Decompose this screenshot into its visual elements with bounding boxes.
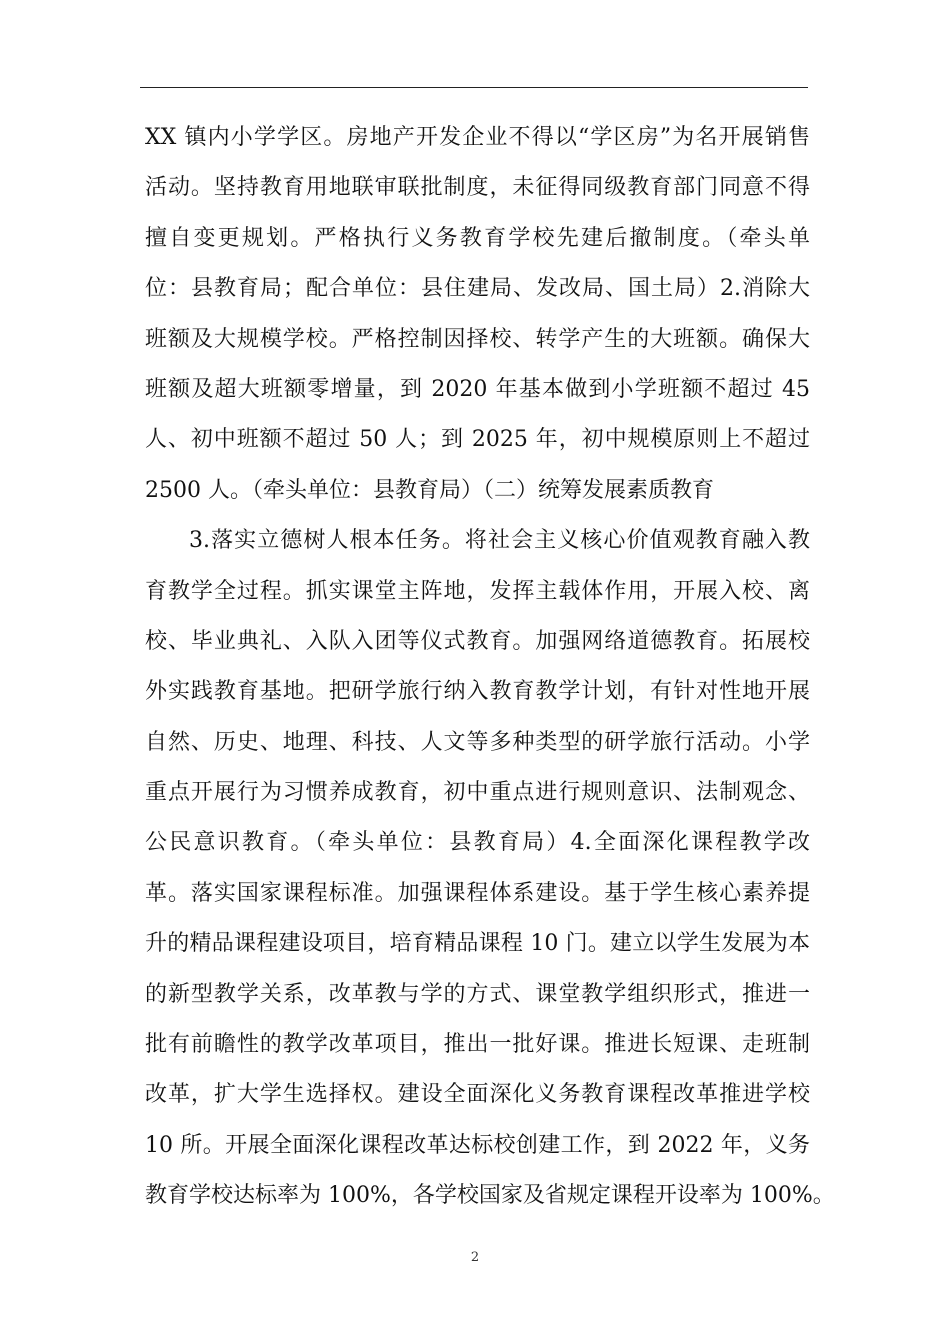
page-number: 2 [470, 1250, 480, 1265]
text-line-14: 重点开展行为习惯养成教育，初中重点进行规则意识、法制观念、 [145, 780, 810, 806]
document-body [145, 113, 835, 1222]
text-line-2: 活动。坚持教育用地联审联批制度，未征得同级教育部门同意不得 [145, 175, 810, 201]
text-line-21: 10 所。开展全面深化课程改革达标校创建工作，到 2022 年，义务 [145, 1132, 810, 1158]
text-line-22: 教育学校达标率为 100%，各学校国家及省规定课程开设率为 100%。 [145, 1183, 835, 1209]
text-line-6: 班额及超大班额零增量，到 2020 年基本做到小学班额不超过 45 [145, 376, 810, 402]
text-line-4: 位：县教育局；配合单位：县住建局、发改局、国土局）2.消除大 [145, 276, 810, 302]
text-line-16: 革。落实国家课程标准。加强课程体系建设。基于学生核心素养提 [145, 880, 810, 906]
header-rule [140, 87, 808, 88]
text-line-7: 人、初中班额不超过 50 人；到 2025 年，初中规模原则上不超过 [145, 427, 810, 453]
text-line-11: 校、毕业典礼、入队入团等仪式教育。加强网络道德教育。拓展校 [145, 628, 810, 654]
text-line-15: 公民意识教育。（牵头单位：县教育局）4.全面深化课程教学改 [145, 830, 810, 856]
text-line-13: 自然、历史、地理、科技、人文等多种类型的研学旅行活动。小学 [145, 729, 810, 755]
text-line-9: 3.落实立德树人根本任务。将社会主义核心价值观教育融入教 [189, 528, 810, 554]
text-line-20: 改革，扩大学生选择权。建设全面深化义务教育课程改革推进学校 [145, 1082, 810, 1108]
text-line-10: 育教学全过程。抓实课堂主阵地，发挥主载体作用，开展入校、离 [145, 578, 810, 604]
text-line-5: 班额及大规模学校。严格控制因择校、转学产生的大班额。确保大 [145, 326, 810, 352]
text-line-17: 升的精品课程建设项目，培育精品课程 10 门。建立以学生发展为本 [145, 931, 810, 957]
text-line-18: 的新型教学关系，改革教与学的方式、课堂教学组织形式，推进一 [145, 981, 810, 1007]
text-line-8: 2500 人。（牵头单位：县教育局）（二）统筹发展素质教育 [145, 477, 714, 503]
text-line-12: 外实践教育基地。把研学旅行纳入教育教学计划，有针对性地开展 [145, 679, 810, 705]
text-line-1: XX 镇内小学学区。房地产开发企业不得以“学区房”为名开展销售 [145, 125, 810, 150]
text-line-19: 批有前瞻性的教学改革项目，推出一批好课。推进长短课、走班制 [145, 1032, 810, 1058]
text-line-3: 擅自变更规划。严格执行义务教育学校先建后撤制度。（牵头单 [145, 225, 810, 251]
